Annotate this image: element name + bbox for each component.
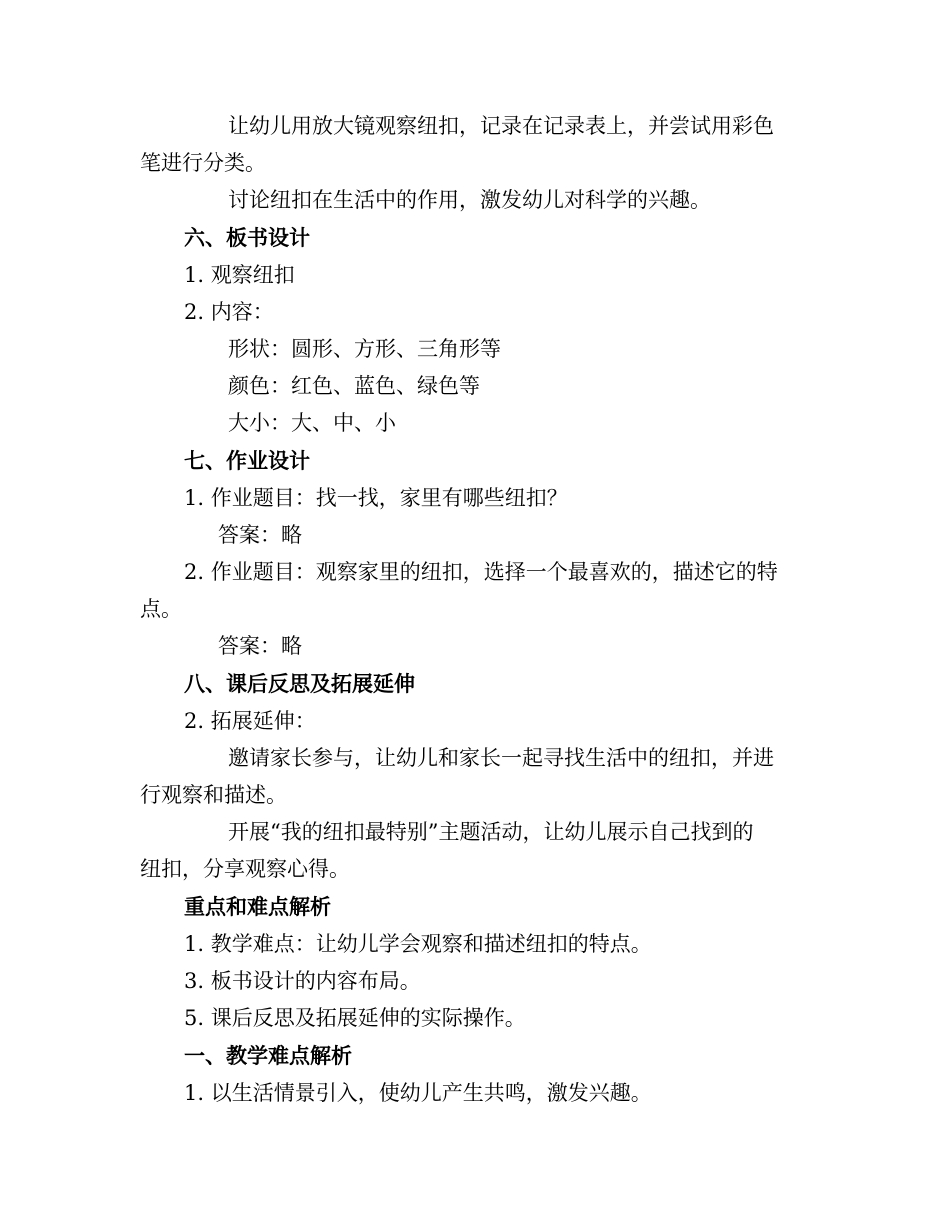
- paragraph-line: 开展“我的纽扣最特别”主题活动，让幼儿展示自己找到的: [228, 820, 754, 844]
- list-item: 5. 课后反思及拓展延伸的实际操作。: [184, 1006, 526, 1030]
- list-item: 2. 作业题目：观察家里的纽扣，选择一个最喜欢的，描述它的特: [184, 560, 778, 584]
- answer-line: 答案：略: [218, 634, 302, 658]
- list-item: 1. 以生活情景引入，使幼儿产生共鸣，激发兴趣。: [184, 1081, 652, 1105]
- section-heading: 重点和难点解析: [184, 895, 331, 919]
- paragraph-line: 笔进行分类。: [140, 151, 266, 175]
- list-item: 颜色：红色、蓝色、绿色等: [228, 374, 480, 398]
- list-item: 形状：圆形、方形、三角形等: [228, 337, 501, 361]
- list-item: 1. 教学难点：让幼儿学会观察和描述纽扣的特点。: [184, 932, 652, 956]
- paragraph-line: 让幼儿用放大镜观察纽扣，记录在记录表上，并尝试用彩色: [228, 114, 774, 138]
- section-heading: 一、教学难点解析: [184, 1044, 352, 1068]
- list-item: 1. 观察纽扣: [184, 263, 295, 287]
- paragraph-line: 纽扣，分享观察心得。: [140, 857, 350, 881]
- list-item: 2. 拓展延伸：: [184, 709, 316, 733]
- list-item: 1. 作业题目：找一找，家里有哪些纽扣？: [184, 486, 568, 510]
- list-item: 大小：大、中、小: [228, 411, 396, 435]
- list-item: 3. 板书设计的内容布局。: [184, 969, 421, 993]
- paragraph-line: 点。: [140, 597, 182, 621]
- paragraph-line: 行观察和描述。: [140, 783, 287, 807]
- section-heading: 六、板书设计: [184, 226, 310, 250]
- section-heading: 七、作业设计: [184, 449, 310, 473]
- paragraph-line: 讨论纽扣在生活中的作用，激发幼儿对科学的兴趣。: [228, 188, 711, 212]
- section-heading: 八、课后反思及拓展延伸: [184, 672, 415, 696]
- answer-line: 答案：略: [218, 523, 302, 547]
- list-item: 2. 内容：: [184, 300, 274, 324]
- paragraph-line: 邀请家长参与，让幼儿和家长一起寻找生活中的纽扣，并进: [228, 746, 774, 770]
